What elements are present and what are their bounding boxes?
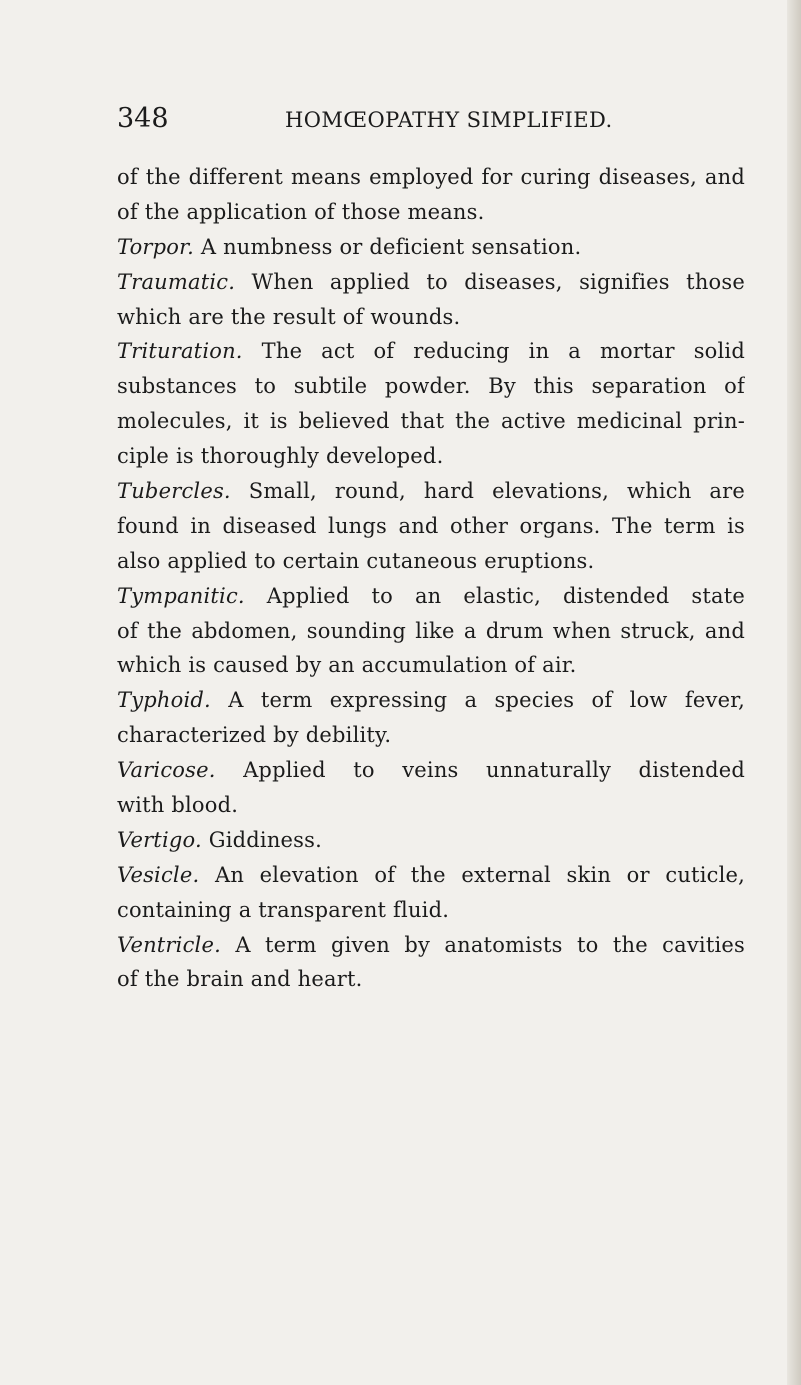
line-text: An elevation of the external skin or cuticle, — [199, 862, 745, 887]
glossary-term: Varicose. — [117, 758, 216, 783]
glossary-entry-line — [117, 753, 745, 788]
line-text: substances to subtile powder. By this separation of — [117, 374, 745, 399]
page-number: 348 — [117, 103, 169, 134]
glossary-term: Trituration. — [117, 339, 243, 364]
glossary-entry-line — [117, 474, 745, 509]
glossary-entry-line — [117, 858, 745, 893]
glossary-text — [117, 160, 745, 997]
glossary-entry-line — [117, 334, 745, 369]
line-text: of the different means employed for curing diseases, and — [117, 165, 745, 189]
line-text: The act of reducing in a mortar solid — [242, 339, 745, 364]
line-text: Applied to an elastic, distended state — [244, 583, 745, 608]
line-text: with blood. — [117, 793, 239, 818]
text-line — [117, 614, 745, 649]
page-header — [117, 102, 745, 136]
glossary-entry-line — [117, 928, 745, 963]
line-text: Small, round, hard elevations, which are — [230, 479, 745, 504]
text-line — [117, 962, 745, 997]
line-text: ciple is thoroughly developed. — [117, 444, 444, 469]
glossary-term: Torpor. — [117, 234, 194, 259]
line-text: of the application of those means. — [117, 199, 485, 224]
glossary-entry-line — [117, 579, 745, 614]
glossary-term: Vertigo. — [117, 827, 202, 852]
running-head: HOMŒOPATHY SIMPLIFIED. — [285, 108, 613, 132]
line-text: When applied to diseases, signifies those — [235, 269, 745, 294]
line-text: of the abdomen, sounding like a drum when struck, and — [117, 618, 745, 643]
text-line — [117, 718, 745, 753]
text-line — [117, 648, 745, 683]
glossary-entry-line — [117, 823, 745, 858]
line-text: A numbness or deficient sensation. — [193, 234, 582, 259]
line-text: containing a transparent fluid. — [117, 897, 450, 922]
line-text: Giddiness. — [201, 827, 323, 852]
text-line — [117, 788, 745, 823]
line-text: found in diseased lungs and other organs. The term is — [117, 513, 745, 538]
page-edge — [787, 0, 801, 1385]
glossary-term: Tubercles. — [117, 479, 231, 504]
text-line — [117, 404, 745, 439]
line-text: Applied to veins unnaturally distended — [215, 758, 745, 783]
line-text: of the brain and heart. — [117, 967, 363, 992]
line-text: which is caused by an accumulation of air. — [117, 653, 577, 678]
glossary-term: Ventricle. — [117, 932, 221, 957]
text-line — [117, 439, 745, 474]
line-text: molecules, it is believed that the active medicinal prin- — [117, 409, 745, 434]
glossary-entry-line — [117, 265, 745, 300]
glossary-term: Traumatic. — [117, 269, 236, 294]
line-text: characterized by debility. — [117, 723, 392, 748]
glossary-term: Typhoid. — [117, 688, 211, 713]
line-text: A term given by anatomists to the cavities — [220, 932, 745, 957]
glossary-entry-line — [117, 683, 745, 718]
glossary-term: Vesicle. — [117, 862, 200, 887]
text-line — [117, 544, 745, 579]
line-text: which are the result of wounds. — [117, 304, 461, 329]
glossary-term: Tympanitic. — [117, 583, 245, 608]
glossary-entry-line — [117, 230, 745, 265]
text-line — [117, 893, 745, 928]
text-line — [117, 369, 745, 404]
text-line — [117, 300, 745, 335]
text-line — [117, 160, 745, 195]
text-line — [117, 195, 745, 230]
line-text: also applied to certain cutaneous eruptions. — [117, 548, 595, 573]
text-line — [117, 509, 745, 544]
line-text: A term expressing a species of low fever, — [210, 688, 745, 713]
